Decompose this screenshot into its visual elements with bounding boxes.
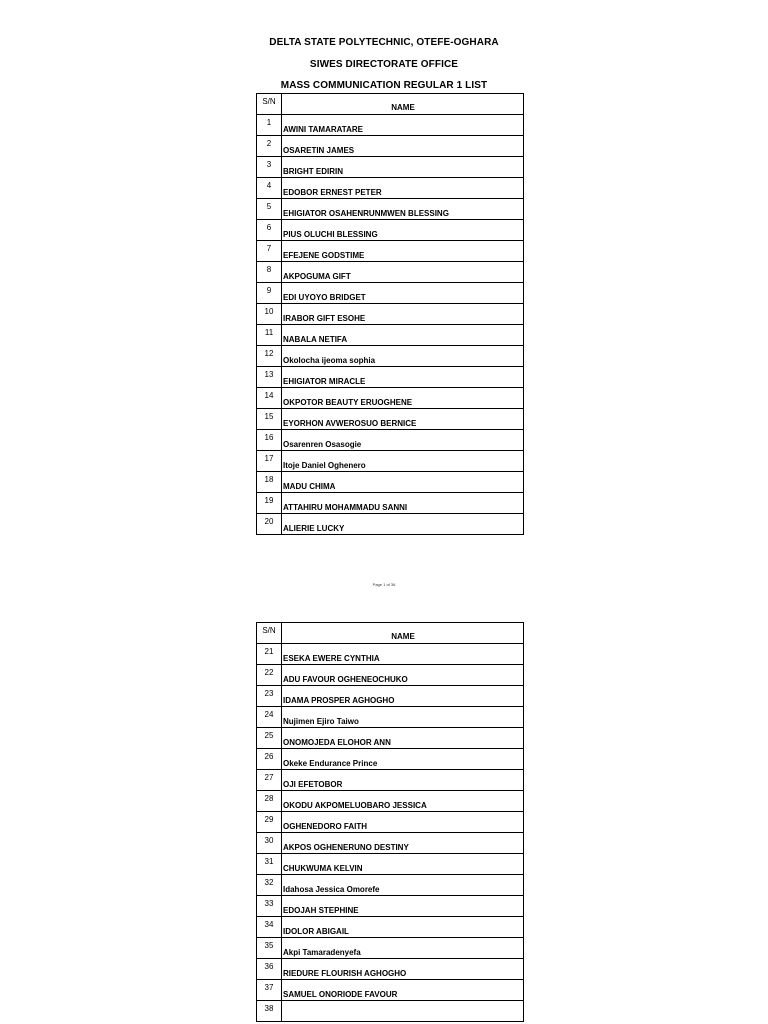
student-name-cell: Okeke Endurance Prince	[282, 749, 524, 770]
institution-title: DELTA STATE POLYTECHNIC, OTEFE-OGHARA	[269, 37, 499, 48]
table-row	[257, 854, 524, 875]
table-row	[257, 749, 524, 770]
serial-number-cell: 29	[257, 812, 282, 833]
serial-number-cell: 23	[257, 686, 282, 707]
serial-number-cell: 17	[257, 451, 282, 472]
student-name-cell: EDOJAH STEPHINE	[282, 896, 524, 917]
name-table-1	[256, 93, 524, 535]
student-name-cell: EHIGIATOR OSAHENRUNMWEN BLESSING	[282, 199, 524, 220]
name-column-header: NAME	[282, 623, 524, 644]
student-name-cell: EHIGIATOR MIRACLE	[282, 367, 524, 388]
serial-number-cell: 4	[257, 178, 282, 199]
student-name-cell: OJI EFETOBOR	[282, 770, 524, 791]
serial-number-cell: 28	[257, 791, 282, 812]
table-row	[257, 409, 524, 430]
table-row	[257, 833, 524, 854]
table-row	[257, 917, 524, 938]
student-name-cell: Idahosa Jessica Omorefe	[282, 875, 524, 896]
student-name-cell: IDOLOR ABIGAIL	[282, 917, 524, 938]
student-name-cell: ATTAHIRU MOHAMMADU SANNI	[282, 493, 524, 514]
table-row	[257, 644, 524, 665]
student-name-cell: EYORHON AVWEROSUO BERNICE	[282, 409, 524, 430]
student-name-cell: OSARETIN JAMES	[282, 136, 524, 157]
table-row	[257, 115, 524, 136]
student-name-cell: ALIERIE LUCKY	[282, 514, 524, 535]
table-row	[257, 346, 524, 367]
serial-number-cell: 22	[257, 665, 282, 686]
table-row	[257, 812, 524, 833]
student-name-cell	[282, 1001, 524, 1022]
serial-number-cell: 32	[257, 875, 282, 896]
table-row	[257, 199, 524, 220]
table-row	[257, 367, 524, 388]
student-name-cell: OKPOTOR BEAUTY ERUOGHENE	[282, 388, 524, 409]
serial-number-cell: 16	[257, 430, 282, 451]
list-title: MASS COMMUNICATION REGULAR 1 LIST	[280, 80, 488, 91]
table-header-row	[257, 94, 524, 115]
student-name-cell: IRABOR GIFT ESOHE	[282, 304, 524, 325]
serial-number-cell: 10	[257, 304, 282, 325]
serial-number-cell: 15	[257, 409, 282, 430]
student-name-cell: ONOMOJEDA ELOHOR ANN	[282, 728, 524, 749]
office-title: SIWES DIRECTORATE OFFICE	[309, 59, 459, 70]
serial-number-cell: 18	[257, 472, 282, 493]
student-name-cell: OKODU AKPOMELUOBARO JESSICA	[282, 791, 524, 812]
student-name-cell: OGHENEDORO FAITH	[282, 812, 524, 833]
name-column-header: NAME	[282, 94, 524, 115]
student-name-cell: Itoje Daniel Oghenero	[282, 451, 524, 472]
page-footer: Page 1 of 36	[372, 582, 396, 587]
student-name-cell: EFEJENE GODSTIME	[282, 241, 524, 262]
sn-column-header: S/N	[257, 94, 282, 115]
table-row	[257, 896, 524, 917]
student-name-cell: AKPOS OGHENERUNO DESTINY	[282, 833, 524, 854]
serial-number-cell: 20	[257, 514, 282, 535]
serial-number-cell: 26	[257, 749, 282, 770]
table-row	[257, 959, 524, 980]
serial-number-cell: 25	[257, 728, 282, 749]
serial-number-cell: 27	[257, 770, 282, 791]
student-name-cell: Akpi Tamaradenyefa	[282, 938, 524, 959]
serial-number-cell: 5	[257, 199, 282, 220]
student-name-cell: MADU CHIMA	[282, 472, 524, 493]
student-name-cell: Okolocha ijeoma sophia	[282, 346, 524, 367]
student-name-cell: PIUS OLUCHI BLESSING	[282, 220, 524, 241]
table-row	[257, 178, 524, 199]
serial-number-cell: 12	[257, 346, 282, 367]
serial-number-cell: 31	[257, 854, 282, 875]
student-name-cell: IDAMA PROSPER AGHOGHO	[282, 686, 524, 707]
student-name-cell: BRIGHT EDIRIN	[282, 157, 524, 178]
table-row	[257, 451, 524, 472]
table-row	[257, 493, 524, 514]
student-name-cell: ESEKA EWERE CYNTHIA	[282, 644, 524, 665]
table-row	[257, 388, 524, 409]
table-row	[257, 136, 524, 157]
student-name-cell: SAMUEL ONORIODE FAVOUR	[282, 980, 524, 1001]
serial-number-cell: 9	[257, 283, 282, 304]
serial-number-cell: 35	[257, 938, 282, 959]
serial-number-cell: 30	[257, 833, 282, 854]
table-row	[257, 980, 524, 1001]
serial-number-cell: 19	[257, 493, 282, 514]
serial-number-cell: 6	[257, 220, 282, 241]
table-row	[257, 1001, 524, 1022]
table-row	[257, 430, 524, 451]
student-name-cell: EDI UYOYO BRIDGET	[282, 283, 524, 304]
serial-number-cell: 8	[257, 262, 282, 283]
serial-number-cell: 33	[257, 896, 282, 917]
serial-number-cell: 1	[257, 115, 282, 136]
student-name-cell: NABALA NETIFA	[282, 325, 524, 346]
serial-number-cell: 24	[257, 707, 282, 728]
table-row	[257, 241, 524, 262]
serial-number-cell: 11	[257, 325, 282, 346]
table-row	[257, 665, 524, 686]
student-name-cell: Nujimen Ejiro Taiwo	[282, 707, 524, 728]
table-row	[257, 791, 524, 812]
student-name-cell: CHUKWUMA KELVIN	[282, 854, 524, 875]
serial-number-cell: 7	[257, 241, 282, 262]
student-name-cell: AKPOGUMA GIFT	[282, 262, 524, 283]
serial-number-cell: 38	[257, 1001, 282, 1022]
table-row	[257, 728, 524, 749]
student-name-cell: AWINI TAMARATARE	[282, 115, 524, 136]
table-header-row	[257, 623, 524, 644]
table-row	[257, 875, 524, 896]
table-row	[257, 325, 524, 346]
student-name-cell: EDOBOR ERNEST PETER	[282, 178, 524, 199]
name-table-2	[256, 622, 524, 1022]
serial-number-cell: 37	[257, 980, 282, 1001]
serial-number-cell: 34	[257, 917, 282, 938]
serial-number-cell: 13	[257, 367, 282, 388]
table-row	[257, 770, 524, 791]
sn-column-header: S/N	[257, 623, 282, 644]
table-row	[257, 938, 524, 959]
serial-number-cell: 2	[257, 136, 282, 157]
serial-number-cell: 36	[257, 959, 282, 980]
table-row	[257, 220, 524, 241]
table-row	[257, 262, 524, 283]
table-row	[257, 157, 524, 178]
student-name-cell: RIEDURE FLOURISH AGHOGHO	[282, 959, 524, 980]
student-name-cell: ADU FAVOUR OGHENEOCHUKO	[282, 665, 524, 686]
table-row	[257, 514, 524, 535]
table-row	[257, 686, 524, 707]
table-row	[257, 472, 524, 493]
table-row	[257, 283, 524, 304]
serial-number-cell: 14	[257, 388, 282, 409]
serial-number-cell: 3	[257, 157, 282, 178]
student-name-cell: Osarenren Osasogie	[282, 430, 524, 451]
serial-number-cell: 21	[257, 644, 282, 665]
table-row	[257, 304, 524, 325]
table-row	[257, 707, 524, 728]
